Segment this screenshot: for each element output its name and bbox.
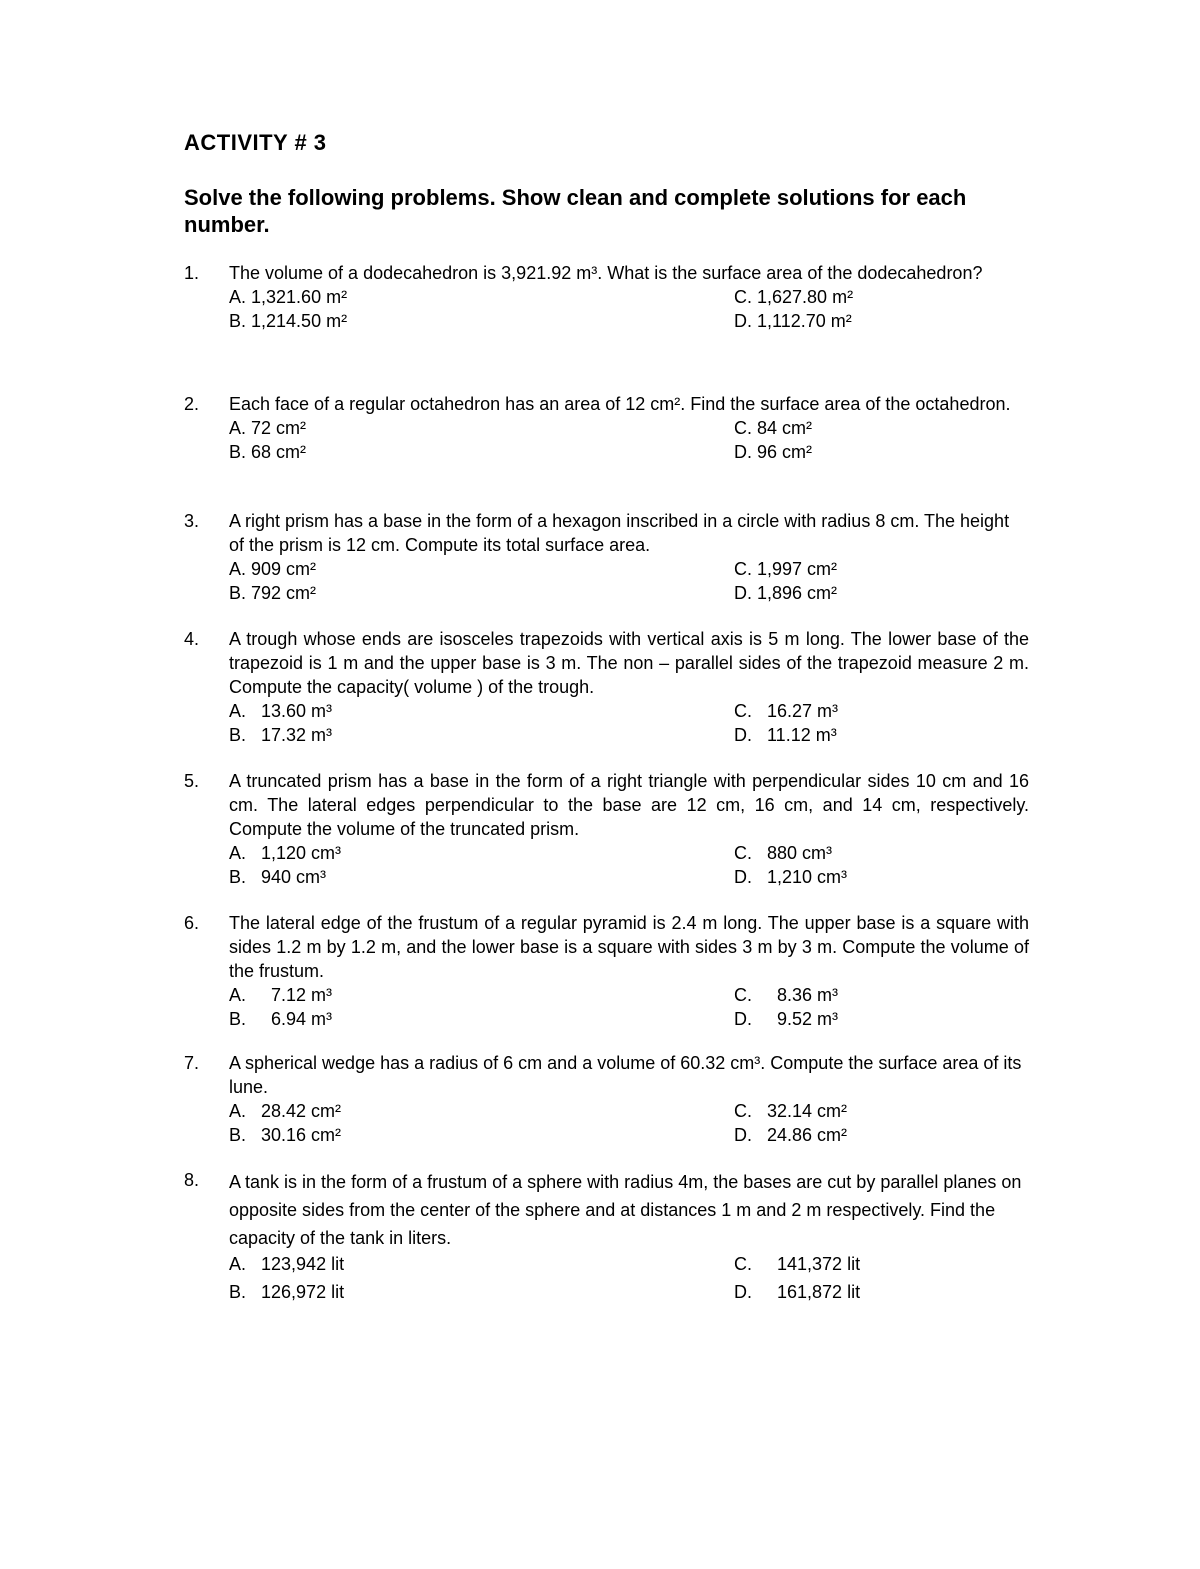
- choice-b: B. 792 cm²: [229, 583, 317, 603]
- question-number: 7.: [184, 1053, 200, 1073]
- question-4: [184, 627, 1034, 747]
- answer-choices: [229, 285, 1029, 333]
- question-number: 6.: [184, 913, 200, 933]
- question-text: The lateral edge of the frustum of a regular pyramid is 2.4 m long. The upper base is a square with sides 1.2 m by 1.2 m, and the lower base is a square with sides 3 m by 3 m. Compute the volume of the frustum.: [229, 913, 1029, 981]
- activity-title: ACTIVITY # 3: [184, 130, 327, 155]
- question-1: [184, 261, 1034, 333]
- choice-a: A. 13.60 m³: [229, 701, 333, 721]
- choice-d: D. 96 cm²: [734, 442, 813, 462]
- question-text: Each face of a regular octahedron has an area of 12 cm². Find the surface area of the octahedron.: [229, 394, 1011, 414]
- question-8: [184, 1168, 1034, 1308]
- choice-d: D. 24.86 cm²: [734, 1125, 848, 1145]
- question-text: A truncated prism has a base in the form of a right triangle with perpendicular sides 10 cm and 16 cm. The lateral edges perpendicular to the base are 12 cm, 16 cm, and 14 cm, respectively. Compute the volume of the truncated prism.: [229, 771, 1029, 839]
- question-number: 1.: [184, 263, 200, 283]
- choice-d: D. 1,210 cm³: [734, 867, 848, 887]
- question-text: A right prism has a base in the form of a hexagon inscribed in a circle with radius 8 cm. The height of the prism is 12 cm. Compute its total surface area.: [229, 511, 1010, 555]
- answer-choices: [229, 1252, 1029, 1308]
- choice-b: B. 940 cm³: [229, 867, 327, 887]
- choice-b: B. 126,972 lit: [229, 1282, 345, 1302]
- question-text: A spherical wedge has a radius of 6 cm and a volume of 60.32 cm³. Compute the surface area of its lune.: [229, 1053, 1022, 1097]
- choice-b: B. 17.32 m³: [229, 725, 333, 745]
- choice-a: A. 1,321.60 m²: [229, 287, 348, 307]
- choice-a: A. 1,120 cm³: [229, 843, 342, 863]
- question-6: [184, 911, 1034, 1031]
- answer-choices: [229, 1099, 1029, 1147]
- question-3: [184, 509, 1034, 605]
- instructions: Solve the following problems. Show clean and complete solutions for each number.: [184, 185, 967, 237]
- question-2: [184, 392, 1034, 464]
- choice-a: A. 72 cm²: [229, 418, 307, 438]
- question-text: A tank is in the form of a frustum of a sphere with radius 4m, the bases are cut by parallel planes on opposite sides from the center of the sphere and at distances 1 m and 2 m respectively. Find the capacity of the tank in liters.: [229, 1172, 1022, 1248]
- choice-c: C. 880 cm³: [734, 843, 833, 863]
- choice-c: C. 1,997 cm²: [734, 559, 838, 579]
- choice-d: D. 9.52 m³: [734, 1009, 839, 1029]
- question-text: The volume of a dodecahedron is 3,921.92 m³. What is the surface area of the dodecahedron?: [229, 263, 983, 283]
- question-number: 8.: [184, 1170, 200, 1190]
- question-number: 2.: [184, 394, 200, 414]
- question-7: [184, 1051, 1034, 1147]
- choice-b: B. 68 cm²: [229, 442, 307, 462]
- choice-a: A. 28.42 cm²: [229, 1101, 342, 1121]
- choice-b: B. 6.94 m³: [229, 1009, 333, 1029]
- choice-c: C. 8.36 m³: [734, 985, 839, 1005]
- question-5: [184, 769, 1034, 889]
- choice-d: D. 1,112.70 m²: [734, 311, 852, 331]
- question-number: 5.: [184, 771, 200, 791]
- choice-c: C. 84 cm²: [734, 418, 813, 438]
- answer-choices: [229, 557, 1029, 605]
- question-text: A trough whose ends are isosceles trapezoids with vertical axis is 5 m long. The lower base of the trapezoid is 1 m and the upper base is 3 m. The non – parallel sides of the trapezoid measure 2 m. Compute the capacity( volume ) of the trough.: [229, 629, 1029, 697]
- choice-c: C. 1,627.80 m²: [734, 287, 854, 307]
- choice-a: A. 123,942 lit: [229, 1254, 345, 1274]
- choice-d: D. 11.12 m³: [734, 725, 837, 745]
- choice-d: D. 1,896 cm²: [734, 583, 838, 603]
- choice-d: D. 161,872 lit: [734, 1282, 861, 1302]
- choice-c: C. 16.27 m³: [734, 701, 839, 721]
- choice-c: C. 141,372 lit: [734, 1254, 861, 1274]
- choice-c: C. 32.14 cm²: [734, 1101, 848, 1121]
- choice-b: B. 1,214.50 m²: [229, 311, 348, 331]
- answer-choices: [229, 841, 1029, 889]
- answer-choices: [229, 983, 1029, 1031]
- answer-choices: [229, 416, 1029, 464]
- choice-a: A. 909 cm²: [229, 559, 317, 579]
- answer-choices: [229, 699, 1029, 747]
- choice-a: A. 7.12 m³: [229, 985, 333, 1005]
- choice-b: B. 30.16 cm²: [229, 1125, 342, 1145]
- question-number: 4.: [184, 629, 200, 649]
- question-number: 3.: [184, 511, 200, 531]
